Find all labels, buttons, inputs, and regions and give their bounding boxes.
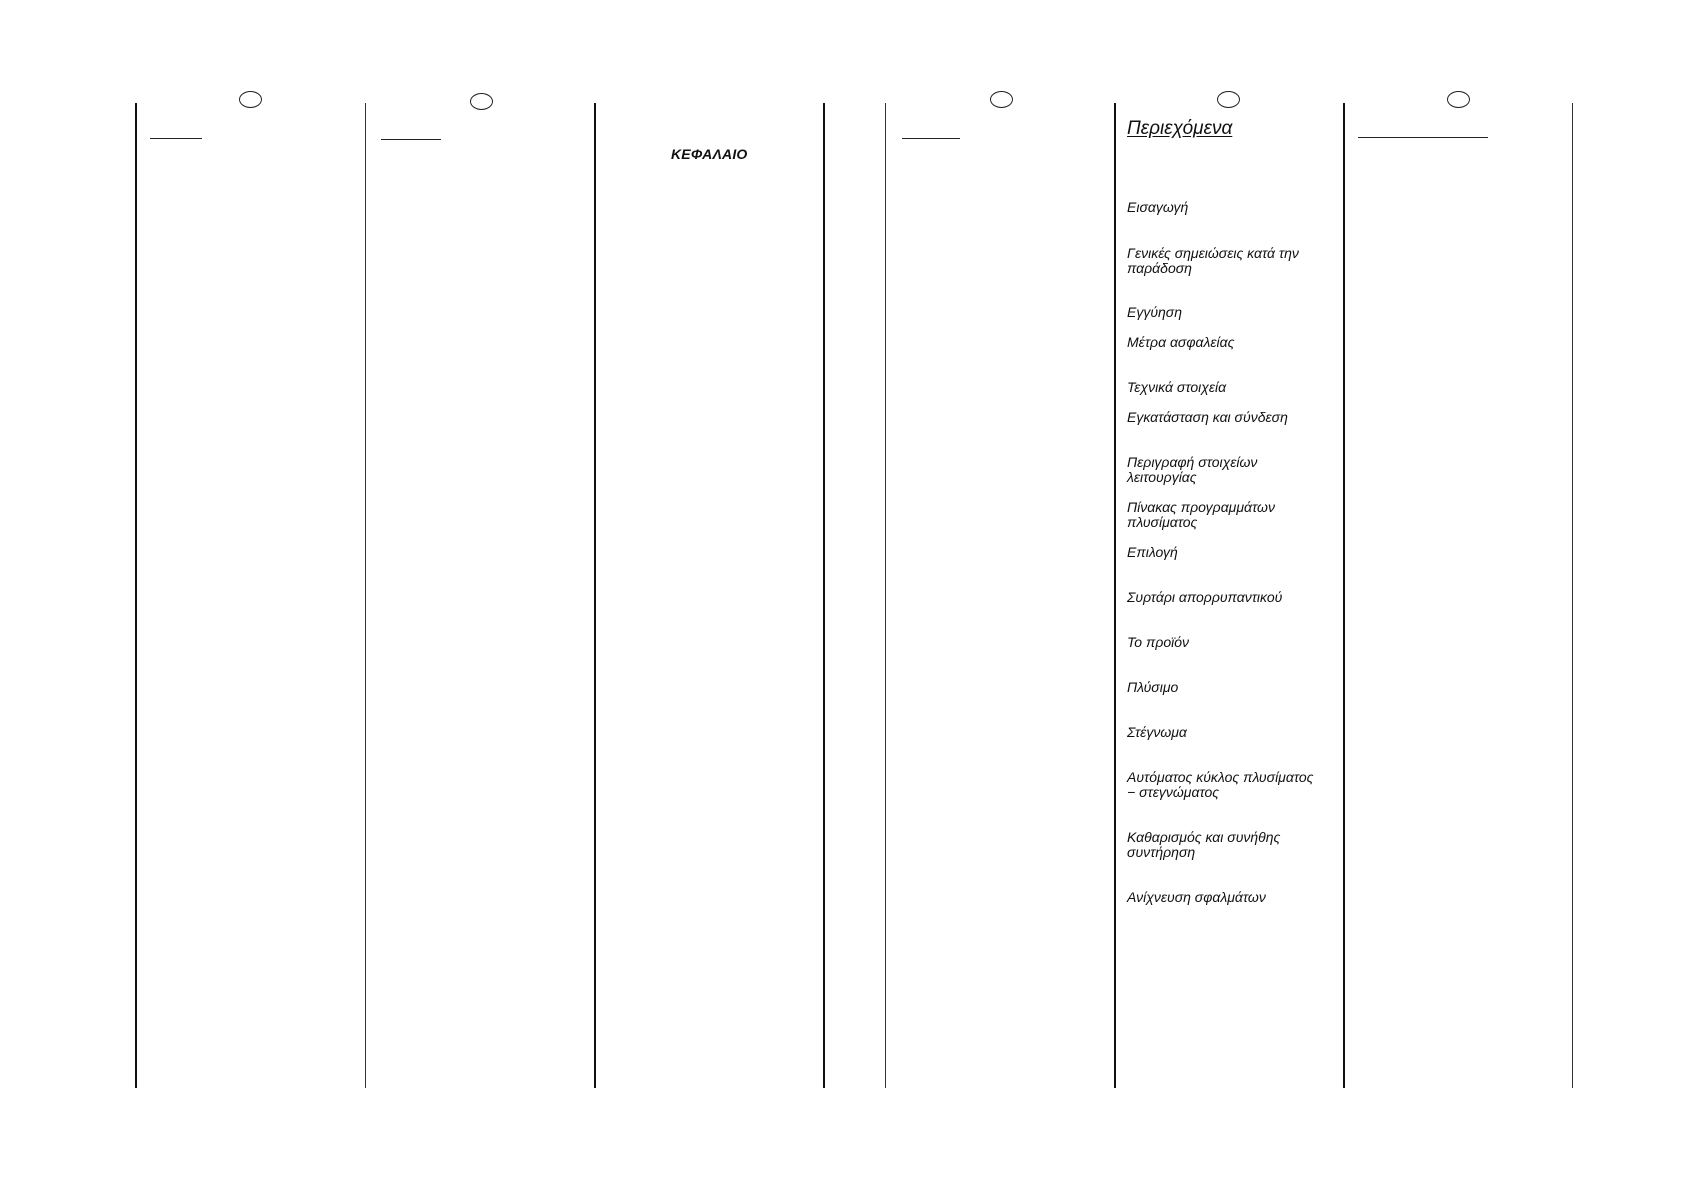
toc-item-warranty: Εγγύηση bbox=[1127, 304, 1183, 320]
toc-item-safety-measures: Μέτρα ασφαλείας bbox=[1127, 334, 1235, 350]
toc-item-delivery-notes: Γενικές σημειώσεις κατά την παράδοση bbox=[1127, 245, 1299, 276]
page-number-circle bbox=[990, 91, 1013, 108]
toc-item-cleaning-maintenance: Καθαρισμός και συνήθης συντήρηση bbox=[1127, 829, 1281, 860]
page-number-circle bbox=[470, 93, 493, 110]
toc-item-auto-wash-dry: Αυτόματος κύκλος πλυσίματος − στεγνώματος bbox=[1127, 769, 1314, 800]
toc-item-washing: Πλύσιμο bbox=[1127, 679, 1179, 695]
toc-item-product: Το προϊόν bbox=[1127, 634, 1190, 650]
column-divider-3 bbox=[594, 103, 596, 1088]
page-number-circle bbox=[1217, 91, 1240, 108]
page-number-circle bbox=[1447, 91, 1470, 108]
column-divider-7 bbox=[1343, 103, 1345, 1088]
toc-title: Περιεχόμενα bbox=[1127, 118, 1233, 139]
page-number-circle bbox=[239, 91, 262, 108]
toc-item-programme-table: Πίνακας προγραμμάτων πλυσίματος bbox=[1127, 499, 1275, 530]
toc-item-introduction: Εισαγωγή bbox=[1127, 199, 1189, 215]
header-rule bbox=[1358, 137, 1488, 138]
header-rule bbox=[150, 138, 202, 139]
column-divider-6 bbox=[1114, 103, 1116, 1088]
toc-item-installation: Εγκατάσταση και σύνδεση bbox=[1127, 409, 1288, 425]
header-rule bbox=[381, 139, 441, 140]
column-divider-1 bbox=[135, 103, 137, 1088]
toc-item-technical-data: Τεχνικά στοιχεία bbox=[1127, 379, 1227, 395]
column-divider-4 bbox=[823, 103, 825, 1088]
toc-item-detergent-drawer: Συρτάρι απορρυπαντικού bbox=[1127, 589, 1283, 605]
header-rule bbox=[902, 138, 960, 139]
chapter-label: ΚΕΦΑΛΑΙΟ bbox=[671, 146, 748, 162]
toc-item-selection: Επιλογή bbox=[1127, 544, 1178, 560]
toc-item-controls-description: Περιγραφή στοιχείων λειτουργίας bbox=[1127, 454, 1258, 485]
column-divider-2 bbox=[365, 103, 366, 1088]
toc-item-drying: Στέγνωμα bbox=[1127, 724, 1187, 740]
toc-item-troubleshooting: Ανίχνευση σφαλμάτων bbox=[1127, 889, 1266, 905]
column-divider-5 bbox=[885, 103, 886, 1088]
column-divider-8 bbox=[1572, 103, 1573, 1088]
